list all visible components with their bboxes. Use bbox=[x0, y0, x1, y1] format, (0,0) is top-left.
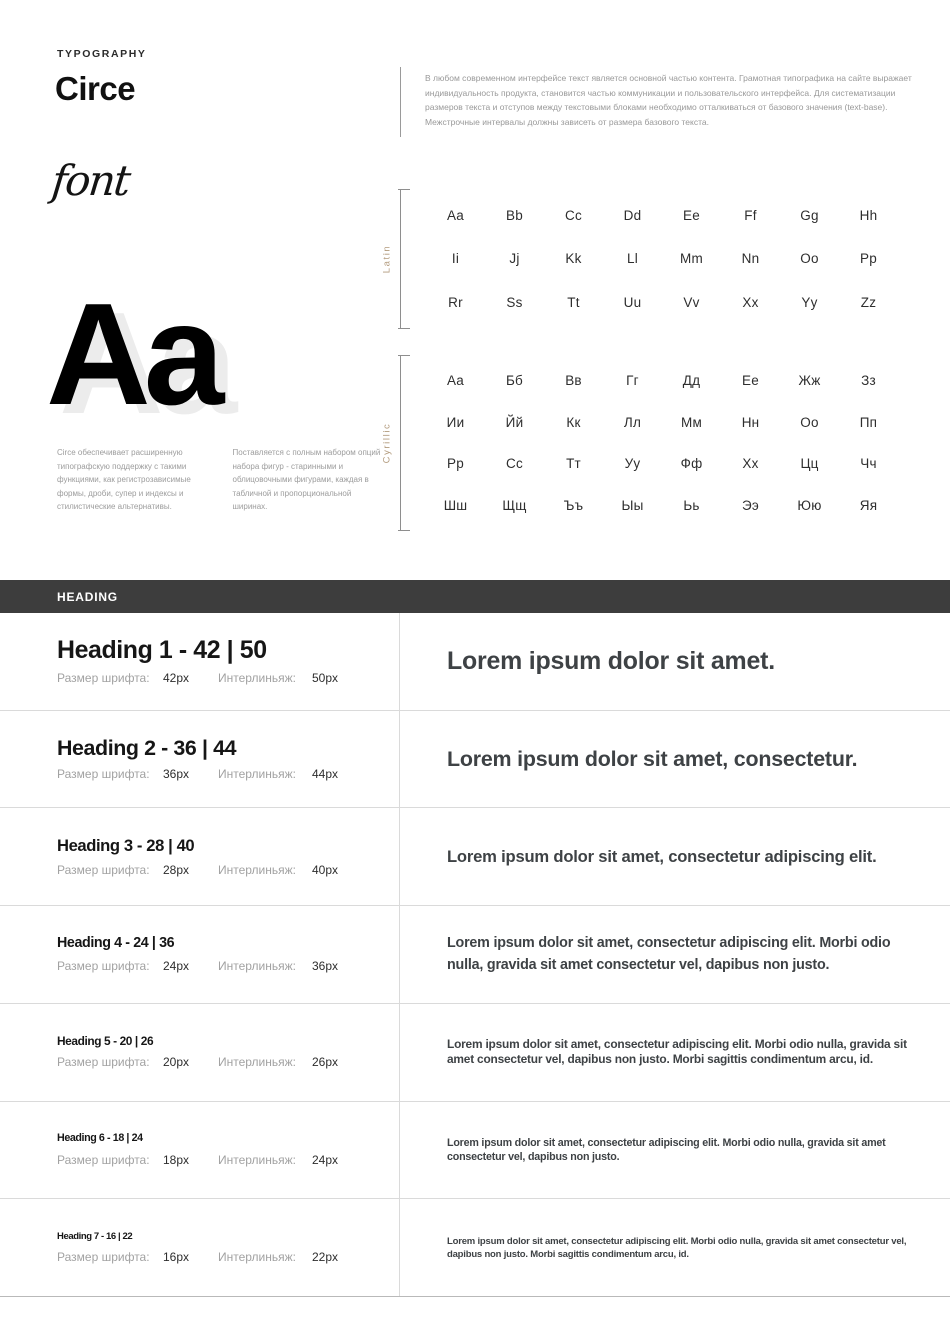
leading-value: 44px bbox=[312, 767, 339, 782]
heading-title: Heading 2 - 36 | 44 bbox=[57, 735, 237, 760]
leading-label: Интерлиньяж: bbox=[218, 862, 296, 877]
glyph-pair: Yy bbox=[801, 294, 818, 310]
glyph-pair: Рр bbox=[447, 456, 464, 472]
heading-row bbox=[0, 1102, 950, 1200]
leading-label: Интерлиньяж: bbox=[218, 959, 296, 974]
glyph-pair: Jj bbox=[509, 251, 520, 267]
glyph-pair: Gg bbox=[800, 208, 819, 224]
glyph-pair: Mm bbox=[680, 251, 703, 267]
glyph-pair: Ll bbox=[627, 251, 638, 267]
heading-row bbox=[0, 808, 950, 906]
heading-sample-cell bbox=[400, 906, 950, 1003]
glyph-pair: Хх bbox=[742, 456, 759, 472]
glyph-pair: Zz bbox=[860, 294, 877, 310]
glyph-pair: Nn bbox=[741, 251, 760, 267]
heading-spec-cell bbox=[0, 711, 400, 808]
font-name-title: Circe bbox=[55, 70, 136, 107]
lorem-sample: Lorem ipsum dolor sit amet, consectetur adipiscing elit. Morbi odio nulla, gravida sit amet consectetur vel, dapibus non justo. bbox=[447, 935, 891, 973]
heading-section-label: HEADING bbox=[57, 589, 118, 604]
glyph-pair: Гг bbox=[626, 373, 639, 389]
glyph-pair: Юю bbox=[797, 497, 822, 513]
glyph-pair: Vv bbox=[683, 294, 700, 310]
glyph-pair: Аа bbox=[446, 373, 465, 389]
glyph-pair: Ff bbox=[744, 208, 757, 224]
glyph-pair: Лл bbox=[623, 414, 642, 430]
glyph-pair: Яя bbox=[859, 497, 878, 513]
heading-spec-cell bbox=[0, 1199, 400, 1296]
heading-spec-cell bbox=[0, 1102, 400, 1199]
alphabet-label: Latin bbox=[381, 244, 393, 274]
glyph-pair: Бб bbox=[506, 373, 523, 389]
glyph-pair: Ыы bbox=[621, 497, 644, 513]
glyph-pair: Мм bbox=[681, 414, 702, 430]
glyph-pair: Kk bbox=[565, 251, 582, 267]
heading-sample-cell bbox=[400, 808, 950, 905]
glyph-pair: Жж bbox=[798, 373, 821, 389]
glyph-pair: Сс bbox=[506, 456, 523, 472]
glyph-pair: Tt bbox=[567, 294, 580, 310]
lorem-sample: Lorem ipsum dolor sit amet, consectetur. bbox=[447, 747, 858, 772]
glyph-pair: Ии bbox=[446, 414, 465, 430]
leading-value: 22px bbox=[312, 1249, 339, 1264]
glyph-pair: Ьь bbox=[683, 497, 700, 513]
heading-title: Heading 5 - 20 | 26 bbox=[57, 1033, 154, 1048]
glyph-pair: Rr bbox=[448, 294, 463, 310]
heading-row bbox=[0, 1004, 950, 1102]
intro-paragraph: В любом современном интерфейсе текст является основной частью контента. Грамотная типографика на сайте выражает индивидуальность продукта, становится частью коммуникации и пользовательского интерфейса. Для систематизации размеров текста и отступов между текстовыми блоками необходимо отталкиваться от базового значения (text-base). Межстрочные интервалы должны зависеть от размера базового текста. bbox=[425, 73, 912, 127]
heading-row bbox=[0, 613, 950, 711]
glyph-pair: Пп bbox=[859, 414, 878, 430]
leading-value: 36px bbox=[312, 959, 339, 974]
font-size-value: 42px bbox=[163, 671, 190, 686]
glyph-pair: Aa bbox=[447, 208, 464, 224]
font-size-label: Размер шрифта: bbox=[57, 1152, 150, 1167]
section-eyebrow: TYPOGRAPHY bbox=[57, 48, 147, 60]
heading-title: Heading 1 - 42 | 50 bbox=[57, 636, 267, 665]
heading-row bbox=[0, 711, 950, 809]
heading-sample-cell bbox=[400, 711, 950, 808]
glyph-pair: Ее bbox=[742, 373, 759, 389]
heading-title: Heading 7 - 16 | 22 bbox=[57, 1230, 133, 1242]
font-size-value: 36px bbox=[163, 767, 190, 782]
alphabet-bracket-line bbox=[400, 189, 401, 329]
glyph-pair: Ii bbox=[451, 251, 460, 267]
glyph-pair: Фф bbox=[680, 456, 703, 472]
alphabet-bracket-line bbox=[400, 355, 401, 531]
lorem-sample: Lorem ipsum dolor sit amet, consectetur adipiscing elit. bbox=[447, 846, 877, 866]
heading-sample-cell bbox=[400, 613, 950, 710]
leading-label: Интерлиньяж: bbox=[218, 1055, 296, 1070]
font-size-label: Размер шрифта: bbox=[57, 767, 150, 782]
glyph-pair: Шш bbox=[443, 497, 468, 513]
alphabet-block bbox=[360, 360, 940, 526]
font-size-label: Размер шрифта: bbox=[57, 671, 150, 686]
glyph-pair: Cc bbox=[565, 208, 582, 224]
heading-specs bbox=[57, 863, 381, 877]
heading-specs bbox=[57, 671, 381, 685]
font-size-value: 24px bbox=[163, 959, 190, 974]
glyph-pair: Зз bbox=[861, 373, 876, 389]
heading-sample-cell bbox=[400, 1199, 950, 1296]
font-size-label: Размер шрифта: bbox=[57, 959, 150, 974]
glyph-pair: Ss bbox=[506, 294, 523, 310]
leading-label: Интерлиньяж: bbox=[218, 1249, 296, 1264]
lorem-sample: Lorem ipsum dolor sit amet, consectetur adipiscing elit. Morbi odio nulla, gravida sit amet consectetur vel, dapibus non justo. bbox=[447, 1136, 886, 1163]
glyph-pair: Уу bbox=[624, 456, 641, 472]
glyph-pair: Hh bbox=[859, 208, 878, 224]
glyph-pair: Щщ bbox=[502, 497, 527, 513]
glyph-pair: Pp bbox=[860, 251, 877, 267]
font-size-label: Размер шрифта: bbox=[57, 1055, 150, 1070]
glyph-pair: Кк bbox=[566, 414, 581, 430]
leading-label: Интерлиньяж: bbox=[218, 671, 296, 686]
glyph-pair: Dd bbox=[623, 208, 642, 224]
glyph-pair: Цц bbox=[800, 456, 819, 472]
alphabet-grid bbox=[426, 194, 898, 324]
font-feature-notes bbox=[57, 446, 387, 514]
glyph-pair: Xx bbox=[742, 294, 759, 310]
heading-rows bbox=[0, 613, 950, 1297]
heading-spec-cell bbox=[0, 1004, 400, 1101]
glyph-pair: Дд bbox=[682, 373, 701, 389]
font-size-label: Размер шрифта: bbox=[57, 862, 150, 877]
heading-specs bbox=[57, 1055, 381, 1069]
glyph-pair: Вв bbox=[565, 373, 582, 389]
leading-label: Интерлиньяж: bbox=[218, 767, 296, 782]
heading-row bbox=[0, 1199, 950, 1297]
alphabet-block bbox=[360, 194, 940, 324]
font-size-value: 16px bbox=[163, 1249, 190, 1264]
glyph-pair: Ээ bbox=[742, 497, 759, 513]
glyph-pair: Чч bbox=[860, 456, 877, 472]
glyph-pair: Bb bbox=[506, 208, 523, 224]
glyph-pair: Ъъ bbox=[563, 497, 584, 513]
heading-specs bbox=[57, 1153, 381, 1167]
leading-value: 40px bbox=[312, 862, 339, 877]
glyph-pair: Йй bbox=[505, 414, 524, 430]
heading-section-bar bbox=[0, 580, 950, 613]
heading-specs bbox=[57, 1250, 381, 1264]
big-aa-specimen: Aa bbox=[46, 273, 218, 435]
lorem-sample: Lorem ipsum dolor sit amet, consectetur adipiscing elit. Morbi odio nulla, gravida sit amet consectetur vel, dapibus non justo. Morbi sagittis condimentum arcu, id. bbox=[447, 1235, 907, 1260]
heading-title: Heading 6 - 18 | 24 bbox=[57, 1132, 143, 1145]
font-size-value: 20px bbox=[163, 1055, 190, 1070]
glyph-pair: Тт bbox=[566, 456, 581, 472]
heading-title: Heading 3 - 28 | 40 bbox=[57, 836, 195, 856]
glyph-pair: Ee bbox=[683, 208, 700, 224]
glyph-pair: Нн bbox=[741, 414, 760, 430]
feature-note-right: Поставляется с полным набором опций набора фигур - старинными и облицовочными фигурами, каждая в табличной и пропорциональной ширинах. bbox=[232, 448, 381, 511]
font-size-label: Размер шрифта: bbox=[57, 1249, 150, 1264]
feature-note-left: Circe обеспечивает расширенную типографскую поддержку с такими функциями, как регистрозависимые формы, дроби, супер и индексы и стилистические альтернативы. bbox=[57, 448, 191, 511]
heading-row bbox=[0, 906, 950, 1004]
lorem-sample: Lorem ipsum dolor sit amet. bbox=[447, 646, 775, 675]
font-size-value: 28px bbox=[163, 862, 190, 877]
heading-spec-cell bbox=[0, 906, 400, 1003]
leading-value: 50px bbox=[312, 671, 339, 686]
glyph-pair: Uu bbox=[623, 294, 642, 310]
heading-specs bbox=[57, 767, 381, 781]
alphabet-label: Cyrillic bbox=[381, 422, 393, 464]
heading-sample-cell bbox=[400, 1102, 950, 1199]
lorem-sample: Lorem ipsum dolor sit amet, consectetur adipiscing elit. Morbi odio nulla, gravida sit amet consectetur vel, dapibus non justo. Morbi sagittis condimentum arcu, id. bbox=[447, 1036, 907, 1067]
glyph-pair: Оо bbox=[800, 414, 819, 430]
leading-label: Интерлиньяж: bbox=[218, 1152, 296, 1167]
heading-spec-cell bbox=[0, 613, 400, 710]
heading-sample-cell bbox=[400, 1004, 950, 1101]
glyph-pair: Oo bbox=[800, 251, 819, 267]
heading-specs bbox=[57, 959, 381, 973]
intro-divider-line bbox=[400, 67, 401, 137]
heading-spec-cell bbox=[0, 808, 400, 905]
heading-title: Heading 4 - 24 | 36 bbox=[57, 935, 175, 952]
script-font-word: font bbox=[49, 156, 132, 205]
font-size-value: 18px bbox=[163, 1152, 190, 1167]
alphabet-grid bbox=[426, 360, 898, 526]
leading-value: 24px bbox=[312, 1152, 339, 1167]
leading-value: 26px bbox=[312, 1055, 339, 1070]
